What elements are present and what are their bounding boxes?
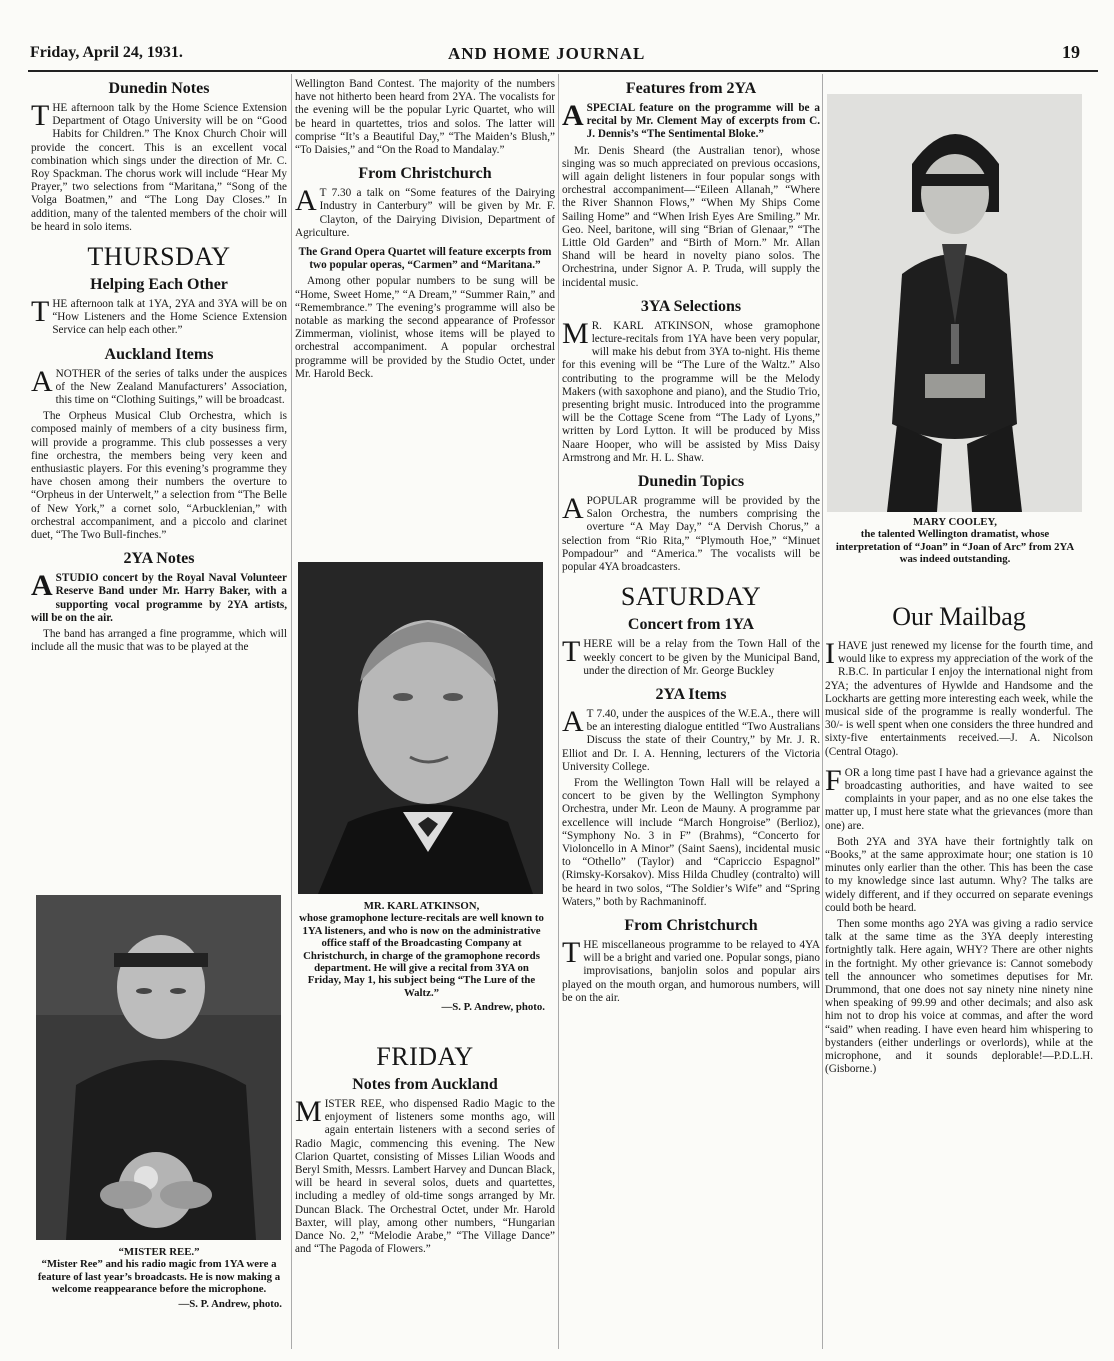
column-3 [562,78,820,1008]
issue-date: Friday, April 24, 1931. [30,44,183,61]
mister-ree-caption-name: “MISTER REE.” [118,1246,200,1258]
helping-body: THE afternoon talk at 1YA, 2YA and 3YA will be on “How Listeners and the Home Science Extension Service can help each other.” [31,295,287,337]
drop-cap: A [562,704,584,738]
letter-1: IHAVE just renewed my license for the fourth time, and would like to express my appreciation of the work of the R.B.C. In particular I enjoy the international night from 2YA; the adventures of Hywlde and Handsome and the Lockharts are getting more interesting each week, while the musical side of the programme is really wonderful. The 30/- is well spent when one considers the three hundred and sixty-five entertainments received.—J. A. Nicolson (Central Otago). [825,637,1093,758]
grand-opera-lead: The Grand Opera Quartet will feature excerpts from two popular operas, “Carmen” and “Maritana.” [298,246,552,272]
christchurch-body: A T 7.30 a talk on “Some features of the Dairying Industry in Canterbury” will be given by Mr. F. Clayton, of the Dairying Division, Department of Agriculture. [295,184,555,239]
drop-cap: T [31,295,50,329]
letter-2-paragraph-2: Both 2YA and 3YA have their fortnightly talk on “Books,” at the same approximate hour; one station is 10 minutes only earlier than the other. This has been the case to my knowledge since last autumn. Why? The talks are widely different, and if they occurred on separate evenings could both be heard. [825,835,1093,914]
2ya-items-body: A T 7.40, under the auspices of the W.E.A., there will be an interesting dialogue entitled “Two Australians Discuss the state of their Country,” by Mr. J. R. Elliot and Dr. I. A. Henning, lecturers of the Victoria University College. [562,704,820,773]
auckland-items-body: ANOTHER of the series of talks under the auspices of the New Zealand Manufacturers’ Association, this time on “Clothing Suitings,” will be broadcast. [31,364,287,407]
page-number: 19 [1062,42,1080,62]
column-divider [558,74,559,1349]
drop-cap: T [562,635,581,669]
page-header [30,44,1090,68]
notes-from-auckland-body: MISTER REE, who dispensed Radio Magic to the enjoyment of listeners some months ago, will again entertain listeners with a second series of Radio Magic, commencing this evening. The New Clarion Quartet, consisting of Misses Lilian Woods and Beryl Smith, Messrs. Lambert Harvey and Duncan Black, will be heard in several solos, duets and quartettes, including a medley of old-time songs arranged by Mr. Duncan Black. The Orchestral Octet, under Mr. Harold Baxter, will play, among other numbers, “Hungarian Dance No. 2,” “Melodie Arabe,” “The Village Dance” and “The Pagoda of Flowers.” [295,1095,555,1256]
column-1 [31,78,287,658]
notes-from-auckland-heading: Notes from Auckland [352,1076,498,1093]
karl-atkinson-caption-name: MR. KARL ATKINSON, [363,900,480,912]
from-christchurch-heading-2: From Christchurch [624,916,758,934]
mister-ree-photo [36,895,281,1240]
journal-title: AND HOME JOURNAL [448,44,646,63]
friday-heading: FRIDAY [376,1042,474,1071]
band-paragraph: The band has arranged a fine programme, which will include all the music that was to be played at the [31,628,287,654]
drop-cap: I [825,637,835,670]
drop-cap: A [295,184,317,218]
drop-cap: A [562,99,584,132]
helping-heading: Helping Each Other [90,276,228,294]
mary-cooley-caption [833,516,1077,566]
header-rule [28,70,1098,72]
mister-ree-caption-text: “Mister Ree” and his radio magic from 1YA were a feature of last year’s broadcasts. He is now making a welcome reappearance before the microphone. [37,1258,281,1296]
dunedin-topics-heading: Dunedin Topics [637,473,745,491]
drop-cap: A [31,364,53,398]
our-mailbag-heading: Our Mailbag [892,602,1026,631]
orpheus-paragraph: The Orpheus Musical Club Orchestra, which is composed mainly of members of a city business firm, will provide a programme. This club possesses a very fine orchestra, the members being very keen and enthusiastic players. For this evening’s programme they have chosen among their numbers the overture to “Orpheus in der Unterwelt,” a selection from “The Belle of New York,” a cornet solo, “Arbucklenian,” with orchestral accompaniment, and a piccolo and clarinet duet, “The Two Bull-finches.” [31,410,287,542]
column-4-mailbag [825,598,1093,1080]
features-lead: ASPECIAL feature on the programme will be a recital by Mr. Clement May of excerpts from C. J. Dennis’s “The Sentimental Bloke.” [562,99,820,141]
column-2-lower [295,1038,555,1259]
concert-from-1ya-heading: Concert from 1YA [627,616,755,634]
karl-atkinson-caption [298,900,545,1014]
2ya-items-heading: 2YA Items [655,685,727,703]
drop-cap: M [562,316,589,350]
town-hall-paragraph: From the Wellington Town Hall will be relayed a concert to be given by the Wellington Symphony Orchestra, under Mr. Leon de Mauny. A programme par excellence will include “March Hongroise” (Berlioz), “Symphony No. 3 in F” (Brahms), “Concerto for Violoncello in A Minor” (Saint Saens), incidental music to “Othello” (Taylor) and “Capriccio Espagnol” (Rimsky-Korsakov). Miss Hilda Chudley (contralto) will be heard in two solos, “The Soldier’s Wife” and “Spring Waters,” both by Rachmaninoff. [562,776,820,908]
3ya-selections-body: M R. KARL ATKINSON, whose gramophone lecture-recitals from 1YA have been very popular, will make his debut from 3YA to-night. His theme for this evening will be “The Lure of the Waltz.” Also contributing to the programme will be the Melody Makers (with saxophone and piano), and the Studio Trio, presenting bright music. Introduced into the programme will be the Cottage Scene from “The Lady of Lyons,” written by Lord Lytton. It will be produced by Miss Naare Hooper, who will be assisted by Miss Daisy Armstrong and Mr. H. L. Shaw. [562,316,820,464]
mister-ree-illustration [36,895,281,1240]
mister-ree-caption [36,1246,282,1310]
letter-2: FOR a long time past I have had a grievance against the broadcasting authorities, and have waited to see complaints in your paper, and as no one else takes the matter up, I must here state what the grievances (more than one) are. [825,763,1093,832]
auckland-items-heading: Auckland Items [104,345,214,363]
mary-cooley-photo [827,94,1082,512]
features-from-2ya-heading: Features from 2YA [625,80,757,97]
among-other-paragraph: Among other popular numbers to be sung will be “Home, Sweet Home,” “A Dream,” “Summer Rain,” and “Remembrance.” The evening’s programme will also be notable as marking the second appearance of Professor Zimmerman, violinist, whose items will be played to orchestral accompaniment. A popular orchestral programme will be provided by the Studio Octet, under Mr. Harold Beck. [295,275,555,380]
karl-atkinson-caption-text: whose gramophone lecture-recitals are well known to 1YA listeners, and who is now on the administrative office staff of the Broadcasting Company at Christchurch, in charge of the gramophone records department. He will give a recital from 3YA on Friday, May 1, his subject being “The Lure of the Waltz.” [299,912,544,999]
thursday-heading: THURSDAY [87,242,231,272]
mary-cooley-caption-text: the talented Wellington dramatist, whose interpretation of “Joan” in “Joan of Arc” from 2YA was indeed outstanding. [835,528,1075,566]
drop-cap: T [31,99,50,132]
2ya-notes-lead: ASTUDIO concert by the Royal Naval Volunteer Reserve Band under Mr. Harry Baker, with a supporting vocal programme by 2YA artists, will be on the air. [31,569,287,624]
dunedin-topics-body: APOPULAR programme will be provided by the Salon Orchestra, the numbers comprising the overture “A May Day,” “A Dervish Chorus,” a selection from “Rio Rita,” “Plymouth Hoe,” “Minuet Pompadour” and “America.” The vocalists will be popular 4YA broadcasters. [562,492,820,574]
drop-cap: F [825,763,842,797]
drop-cap: T [562,935,581,969]
column-divider [291,74,292,1349]
karl-atkinson-portrait [298,562,543,894]
photo-credit: —S. P. Andrew, photo. [441,1001,545,1014]
drop-cap: A [31,569,53,603]
drop-cap: A [562,492,584,526]
wellington-band-paragraph: Wellington Band Contest. The majority of the numbers have not hitherto been heard from 2YA. The vocalists for the evening will be the popular Lyric Quartet, who will be heard in quartettes, trios and solos. The latter will comprise “It’s a Beautiful Day,” “The Maiden’s Blush,” “To Daisies,” and “On the Road to Mandalay.” [295,78,555,157]
column-divider [822,74,823,1349]
mary-cooley-caption-name: MARY COOLEY, [912,516,997,528]
concert-body: THERE will be a relay from the Town Hall of the weekly concert to be given by the Municipal Band, under the direction of Mr. George Buckley [562,635,820,677]
saturday-heading: SATURDAY [620,582,762,612]
sheard-paragraph: Mr. Denis Sheard (the Australian tenor), whose singing was so much appreciated on previous occasions, will again delight listeners in four popular songs with orchestral accompaniment—“Eileen Allanah,” “Where the River Shannon Flows,” “When My Ships Come Sailing Home” and “When Irish Eyes Are Smiling.” Mr. Geo. Neel, baritone, will sing “Brian of Glenaar,” “The Little Old Garden” and “Birth of Morn.” Mr. Allan Shand will be heard in novelty piano solos. The Orchestrina, under Signor A. P. Truda, will supply the incidental music. [562,144,820,289]
photo-credit: —S. P. Andrew, photo. [178,1297,282,1310]
3ya-selections-heading: 3YA Selections [640,297,742,315]
mary-cooley-portrait [827,94,1082,512]
drop-cap: M [295,1095,322,1128]
karl-atkinson-photo [298,562,543,894]
dunedin-notes-body: THE afternoon talk by the Home Science Extension Department of Otago University will be on “Good Habits for Children.” The Knox Church Choir will provide the concert. This is an excellent vocal combination which sings under the direction of Mr. C. Roy Spackman. The chorus work will include “Hear My Prayer,” two selections from “Maritana,” “Song of the Volga Boatmen,” and “The Long Day Closes.” In addition, many of the talented members of the choir will be heard in solo items. [31,99,287,233]
from-christchurch-body-2: THE miscellaneous programme to be relayed to 4YA will be a bright and varied one. Popular songs, piano improvisations, banjolin solos and popular airs played on the mouth organ, and humorous numbers, will be on the air. [562,935,820,1004]
dunedin-notes-heading: Dunedin Notes [108,80,210,97]
column-2 [295,78,555,384]
letter-2-paragraph-3: Then some months ago 2YA was giving a radio service talk at the same time as the 3YA deeply interesting fortnightly talk. Here again, WHY? There are other nights in the fortnight. My other grievance is: Cannot somebody tell the announcer who sometimes deputises for Mr. Drummond, that one does not say ninety nine ninety nine when speaking of 99.99 and other decimals; and also ask him not to drop his voice at commas, and after the word “said” when reading. I have even heard him whispering to bystanders (either underlings or overlords), while at the microphone, and it sounds deplorable!—P.D.L.H. (Gisborne.) [825,918,1093,1076]
2ya-notes-heading: 2YA Notes [123,550,195,568]
from-christchurch-heading: From Christchurch [358,165,492,183]
